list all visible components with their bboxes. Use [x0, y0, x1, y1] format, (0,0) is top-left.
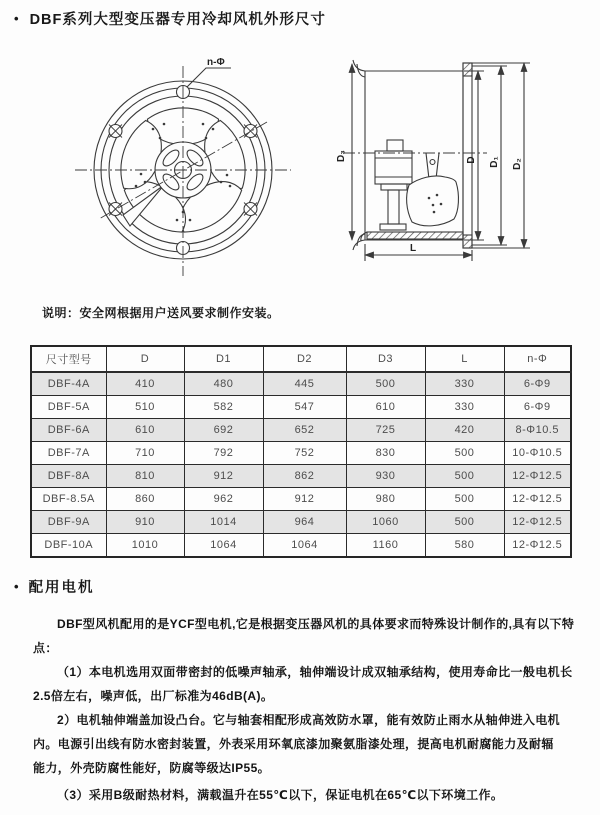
table-cell: 862 [263, 465, 346, 488]
table-row [31, 488, 571, 511]
body-line: 点： [33, 641, 58, 655]
table-cell: 710 [106, 442, 184, 465]
table-cell: 964 [263, 511, 346, 534]
table-cell: 1064 [184, 534, 263, 558]
dimension-drawing [35, 52, 565, 297]
table-cell: DBF-6A [31, 419, 106, 442]
table-cell: 980 [346, 488, 425, 511]
table-cell: 580 [425, 534, 504, 558]
fan-side-view [336, 60, 530, 261]
table-cell: 8-Φ10.5 [504, 419, 571, 442]
table-cell: 962 [184, 488, 263, 511]
header-cell: D1 [184, 346, 263, 372]
section-title-motor [14, 576, 95, 597]
body-line: DBF型风机配用的是YCF型电机,它是根据变压器风机的具体要求而特殊设计制作的,具有以下特 [57, 617, 575, 631]
table-row [31, 465, 571, 488]
table-cell: 830 [346, 442, 425, 465]
table-cell: 6-Φ9 [504, 396, 571, 419]
table-cell: 12-Φ12.5 [504, 534, 571, 558]
page-title-text: DBF系列大型变压器专用冷却风机外形尺寸 [29, 12, 326, 28]
table-row [31, 419, 571, 442]
table-body [31, 372, 571, 557]
body-line: （1）本电机选用双面带密封的低噪声轴承，轴伸端设计成双轴承结构，使用寿命比一般电机长 [57, 665, 573, 679]
spec-table [30, 345, 572, 558]
table-cell: 500 [425, 488, 504, 511]
table-cell: 610 [346, 396, 425, 419]
table-cell: 10-Φ10.5 [504, 442, 571, 465]
table-cell: 1160 [346, 534, 425, 558]
table-cell: 1010 [106, 534, 184, 558]
header-cell: L [425, 346, 504, 372]
table-cell: DBF-9A [31, 511, 106, 534]
table-cell: DBF-10A [31, 534, 106, 558]
table-cell: 500 [425, 465, 504, 488]
table-cell: 725 [346, 419, 425, 442]
header-cell: 尺寸型号 [31, 346, 106, 372]
table-cell: 480 [184, 372, 263, 396]
bullet-icon: • [14, 579, 19, 594]
table-cell: 6-Φ9 [504, 372, 571, 396]
page-title [14, 8, 326, 29]
table-cell: 420 [425, 419, 504, 442]
body-line: 内。电源引出线有防水密封装置，外表采用环氧底漆加聚氨脂漆处理，提高电机耐腐能力及耐辐 [33, 737, 554, 751]
table-cell: DBF-8A [31, 465, 106, 488]
dim-d2-label: D₂ [512, 158, 523, 170]
table-cell: 1064 [263, 534, 346, 558]
table-cell: 330 [425, 396, 504, 419]
table-cell: 692 [184, 419, 263, 442]
table-cell: 500 [425, 442, 504, 465]
table-row [31, 442, 571, 465]
table-cell: DBF-4A [31, 372, 106, 396]
section-title-text: 配用电机 [28, 580, 95, 596]
dim-d1-label: D₁ [489, 156, 500, 168]
table-cell: 500 [346, 372, 425, 396]
table-cell: DBF-8.5A [31, 488, 106, 511]
table-cell: 910 [106, 511, 184, 534]
table-row [31, 511, 571, 534]
table-header-row [31, 346, 571, 372]
table-cell: 547 [263, 396, 346, 419]
table-cell: 610 [106, 419, 184, 442]
table-cell: 860 [106, 488, 184, 511]
table-cell: 752 [263, 442, 346, 465]
note-text: 说明：安全网根据用户送风要求制作安装。 [42, 306, 280, 320]
table-cell: 652 [263, 419, 346, 442]
hole-count-label: n-Φ [207, 57, 225, 68]
header-cell: D2 [263, 346, 346, 372]
table-cell: 810 [106, 465, 184, 488]
table-cell: 582 [184, 396, 263, 419]
header-cell: D3 [346, 346, 425, 372]
table-cell: 912 [263, 488, 346, 511]
dim-l-label: L [409, 243, 417, 254]
table-cell: 12-Φ12.5 [504, 511, 571, 534]
table-cell: DBF-5A [31, 396, 106, 419]
body-line: 2.5倍左右，噪声低，出厂标准为46dB(A)。 [33, 689, 274, 703]
motor-paragraphs [33, 612, 578, 807]
body-line: 能力，外壳防腐性能好，防腐等级达IP55。 [33, 761, 271, 775]
bullet-icon: • [14, 11, 20, 26]
body-line: （3）采用B级耐热材料，满载温升在55℃以下，保证电机在65℃以下环境工作。 [57, 788, 504, 802]
table-cell: 12-Φ12.5 [504, 488, 571, 511]
table-cell: 445 [263, 372, 346, 396]
table-cell: 792 [184, 442, 263, 465]
table-row [31, 396, 571, 419]
table-cell: 912 [184, 465, 263, 488]
table-cell: 510 [106, 396, 184, 419]
table-cell: 930 [346, 465, 425, 488]
table-cell: DBF-7A [31, 442, 106, 465]
table-row [31, 372, 571, 396]
header-cell: D [106, 346, 184, 372]
table-cell: 410 [106, 372, 184, 396]
table-cell: 1060 [346, 511, 425, 534]
dim-d3-label: D₃ [336, 150, 347, 162]
table-cell: 1014 [184, 511, 263, 534]
table-cell: 330 [425, 372, 504, 396]
fan-front-view [75, 57, 291, 276]
table-cell: 500 [425, 511, 504, 534]
table-cell: 12-Φ12.5 [504, 465, 571, 488]
dim-d-label: D [466, 156, 477, 164]
header-cell: n-Φ [504, 346, 571, 372]
body-line: 2）电机轴伸端盖加设凸台。它与轴套相配形成高效防水罩，能有效防止雨水从轴伸进入电机 [57, 713, 561, 727]
table-row [31, 534, 571, 558]
